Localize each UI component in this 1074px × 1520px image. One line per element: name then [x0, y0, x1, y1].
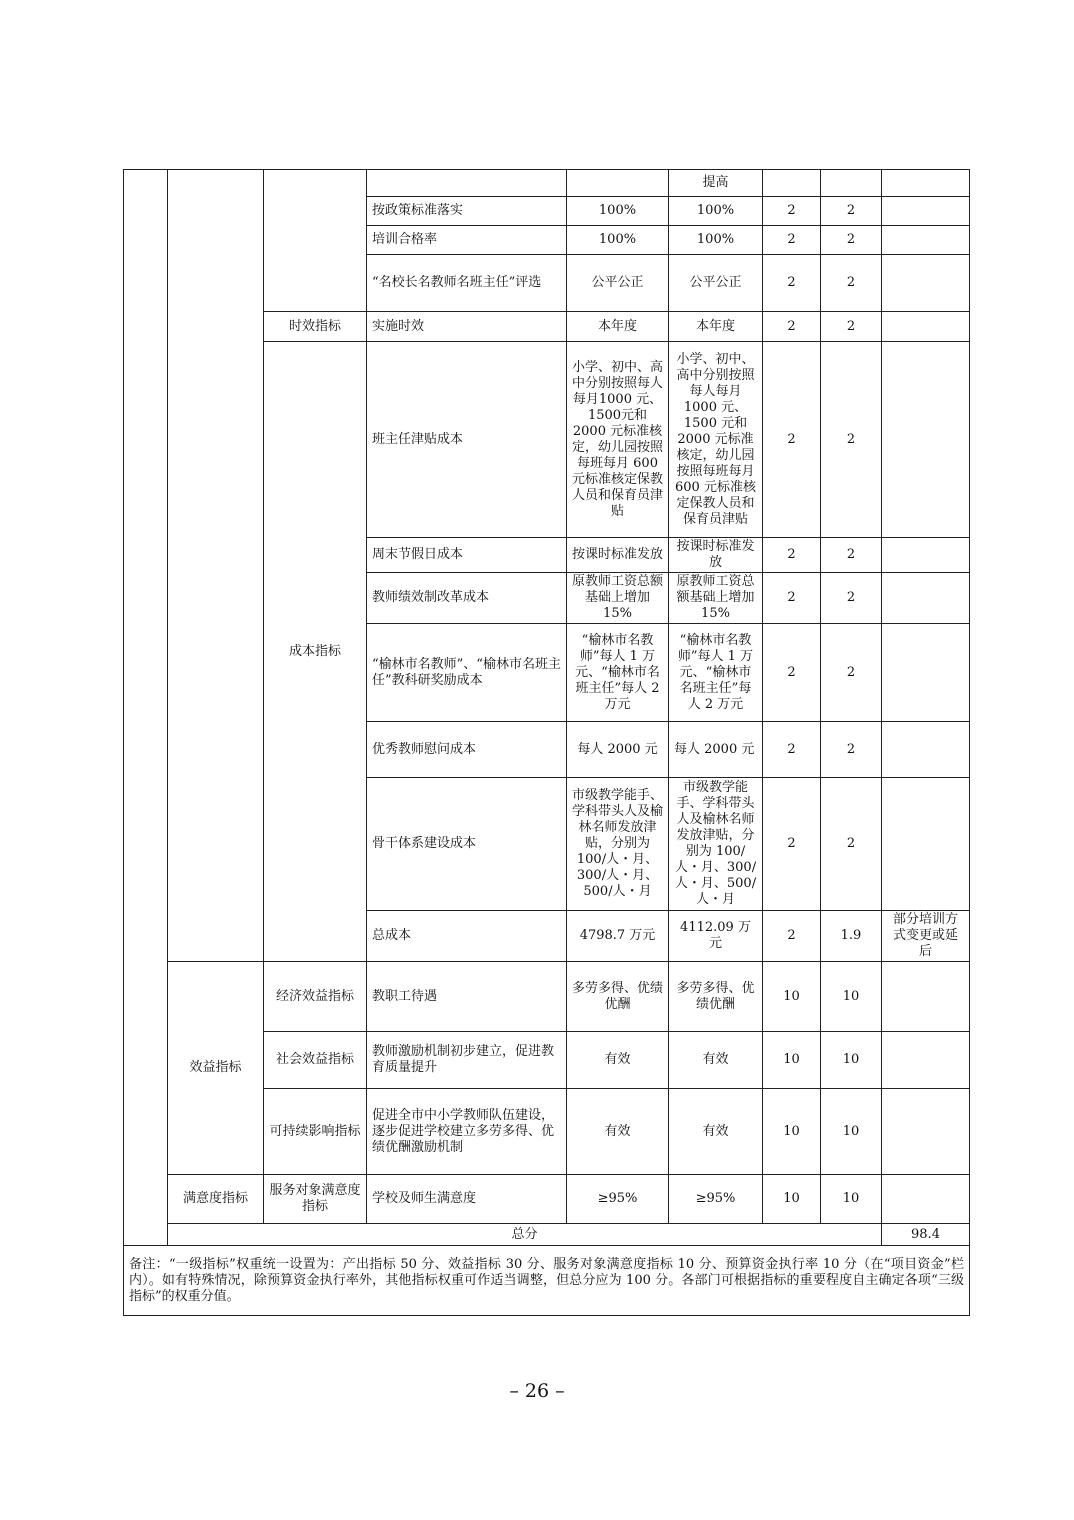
target-cell: 原教师工资总额基础上增加 15% — [567, 573, 669, 624]
actual-cell: 有效 — [669, 1089, 763, 1175]
note-cell — [882, 778, 970, 911]
total-score: 98.4 — [882, 1224, 970, 1246]
table-row — [124, 1175, 970, 1224]
sustainable-impact-cell: 可持续影响指标 — [264, 1089, 367, 1175]
note-cell — [882, 962, 970, 1032]
target-cell: 按课时标准发放 — [567, 538, 669, 573]
score-cell: 2 — [821, 226, 882, 255]
note-cell — [882, 1089, 970, 1175]
note-cell — [882, 197, 970, 226]
level1-output-cell-empty — [168, 170, 264, 962]
indicator-cell: 教职工待遇 — [367, 962, 567, 1032]
satisfaction-level1-cell: 满意度指标 — [168, 1175, 264, 1224]
weight-cell: 2 — [763, 312, 821, 342]
target-cell: 公平公正 — [567, 255, 669, 312]
target-cell: “榆林市名教师”每人 1 万元、“榆林市名班主任”每人 2 万元 — [567, 624, 669, 722]
remark-text: 备注：“一级指标”权重统一设置为：产出指标 50 分、效益指标 30 分、服务对象满意度指标 10 分、预算资金执行率 10 分（在“项目资金”栏内）。如有特殊情况，除预算资金执行率外，其他指标权重可作适当调整，但总分应为 100 分。各部门可根据指标的重要程度自主确定各项“三级指标”的权重分值。 — [124, 1246, 970, 1316]
note-cell — [882, 342, 970, 538]
indicator-cell: 教师绩效制改革成本 — [367, 573, 567, 624]
total-label: 总分 — [168, 1224, 882, 1246]
remark-row — [124, 1246, 970, 1316]
actual-cell: “榆林市名教师”每人 1 万元、“榆林市名班主任”每人 2 万元 — [669, 624, 763, 722]
score-cell: 10 — [821, 1175, 882, 1224]
indicator-cell: 培训合格率 — [367, 226, 567, 255]
note-cell — [882, 170, 970, 197]
score-cell: 2 — [821, 722, 882, 778]
note-cell — [882, 312, 970, 342]
actual-cell: 原教师工资总额基础上增加 15% — [669, 573, 763, 624]
note-cell — [882, 573, 970, 624]
note-cell — [882, 624, 970, 722]
page-number: – 26 – — [509, 1380, 565, 1402]
actual-cell: 4112.09 万元 — [669, 911, 763, 962]
indicator-cell: “榆林市名教师”、“榆林市名班主任”教科研奖励成本 — [367, 624, 567, 722]
weight-cell: 10 — [763, 1032, 821, 1089]
weight-cell: 10 — [763, 1089, 821, 1175]
weight-cell — [763, 170, 821, 197]
weight-cell: 10 — [763, 1175, 821, 1224]
indicator-cell: 周末节假日成本 — [367, 538, 567, 573]
score-cell: 2 — [821, 342, 882, 538]
score-cell: 2 — [821, 312, 882, 342]
indicator-cell — [367, 170, 567, 197]
weight-cell: 2 — [763, 911, 821, 962]
score-cell — [821, 170, 882, 197]
score-cell: 10 — [821, 1032, 882, 1089]
target-cell: 市级教学能手、学科带头人及榆林名师发放津贴，分别为 100/人・月、300/人・月、500/人・月 — [567, 778, 669, 911]
weight-cell: 2 — [763, 255, 821, 312]
weight-cell: 2 — [763, 226, 821, 255]
actual-cell: 公平公正 — [669, 255, 763, 312]
target-cell: 4798.7 万元 — [567, 911, 669, 962]
weight-cell: 2 — [763, 573, 821, 624]
indicator-cell: 优秀教师慰问成本 — [367, 722, 567, 778]
note-cell: 部分培训方式变更或延后 — [882, 911, 970, 962]
target-cell: 本年度 — [567, 312, 669, 342]
actual-cell: 提高 — [669, 170, 763, 197]
target-cell: 有效 — [567, 1032, 669, 1089]
benefit-category-cell: 效益指标 — [168, 962, 264, 1175]
actual-cell: ≥95% — [669, 1175, 763, 1224]
indicator-cell: 实施时效 — [367, 312, 567, 342]
target-cell: ≥95% — [567, 1175, 669, 1224]
score-cell: 2 — [821, 255, 882, 312]
note-cell — [882, 1032, 970, 1089]
indicator-cell: 教师激励机制初步建立，促进教育质量提升 — [367, 1032, 567, 1089]
actual-cell: 本年度 — [669, 312, 763, 342]
economic-benefit-cell: 经济效益指标 — [264, 962, 367, 1032]
indicator-cell: 促进全市中小学教师队伍建设，逐步促进学校建立多劳多得、优绩优酬激励机制 — [367, 1089, 567, 1175]
score-cell: 2 — [821, 778, 882, 911]
cost-category-cell: 成本指标 — [264, 342, 367, 962]
score-cell: 2 — [821, 538, 882, 573]
weight-cell: 2 — [763, 624, 821, 722]
target-cell: 多劳多得、优绩优酬 — [567, 962, 669, 1032]
actual-cell: 按课时标准发放 — [669, 538, 763, 573]
actual-cell: 有效 — [669, 1032, 763, 1089]
target-cell: 每人 2000 元 — [567, 722, 669, 778]
score-cell: 1.9 — [821, 911, 882, 962]
target-cell: 小学、初中、高中分别按照每人每月1000 元、1500元和 2000 元标准核定，幼儿园按照每班每月 600 元标准核定保教人员和保育员津贴 — [567, 342, 669, 538]
actual-cell: 100% — [669, 226, 763, 255]
table-row — [124, 962, 970, 1032]
indicator-cell: 学校及师生满意度 — [367, 1175, 567, 1224]
actual-cell: 小学、初中、高中分别按照每人每月 1000 元、1500 元和2000 元标准核定，幼儿园按照每班每月 600 元标准核定保教人员和保育员津贴 — [669, 342, 763, 538]
performance-indicator-table — [123, 169, 970, 1316]
score-cell: 2 — [821, 197, 882, 226]
indicator-cell: 班主任津贴成本 — [367, 342, 567, 538]
score-cell: 10 — [821, 1089, 882, 1175]
social-benefit-cell: 社会效益指标 — [264, 1032, 367, 1089]
target-cell: 100% — [567, 226, 669, 255]
weight-cell: 2 — [763, 778, 821, 911]
note-cell — [882, 722, 970, 778]
indicator-cell: “名校长名教师名班主任”评选 — [367, 255, 567, 312]
actual-cell: 多劳多得、优绩优酬 — [669, 962, 763, 1032]
weight-cell: 2 — [763, 722, 821, 778]
actual-cell: 100% — [669, 197, 763, 226]
level1-cell-empty — [124, 170, 168, 1246]
indicator-cell: 按政策标准落实 — [367, 197, 567, 226]
note-cell — [882, 538, 970, 573]
score-cell: 10 — [821, 962, 882, 1032]
service-satisfaction-cell: 服务对象满意度指标 — [264, 1175, 367, 1224]
total-row — [124, 1224, 970, 1246]
weight-cell: 2 — [763, 342, 821, 538]
actual-cell: 每人 2000 元 — [669, 722, 763, 778]
weight-cell: 2 — [763, 538, 821, 573]
indicator-cell: 骨干体系建设成本 — [367, 778, 567, 911]
note-cell — [882, 1175, 970, 1224]
weight-cell: 2 — [763, 197, 821, 226]
weight-cell: 10 — [763, 962, 821, 1032]
target-cell — [567, 170, 669, 197]
target-cell: 有效 — [567, 1089, 669, 1175]
actual-cell: 市级教学能手、学科带头人及榆林名师发放津贴，分别为 100/人・月、300/人・月、500/人・月 — [669, 778, 763, 911]
level2-cell-empty — [264, 170, 367, 312]
indicator-cell: 总成本 — [367, 911, 567, 962]
target-cell: 100% — [567, 197, 669, 226]
score-cell: 2 — [821, 573, 882, 624]
note-cell — [882, 255, 970, 312]
score-cell: 2 — [821, 624, 882, 722]
table-row — [124, 170, 970, 197]
timeliness-category-cell: 时效指标 — [264, 312, 367, 342]
note-cell — [882, 226, 970, 255]
